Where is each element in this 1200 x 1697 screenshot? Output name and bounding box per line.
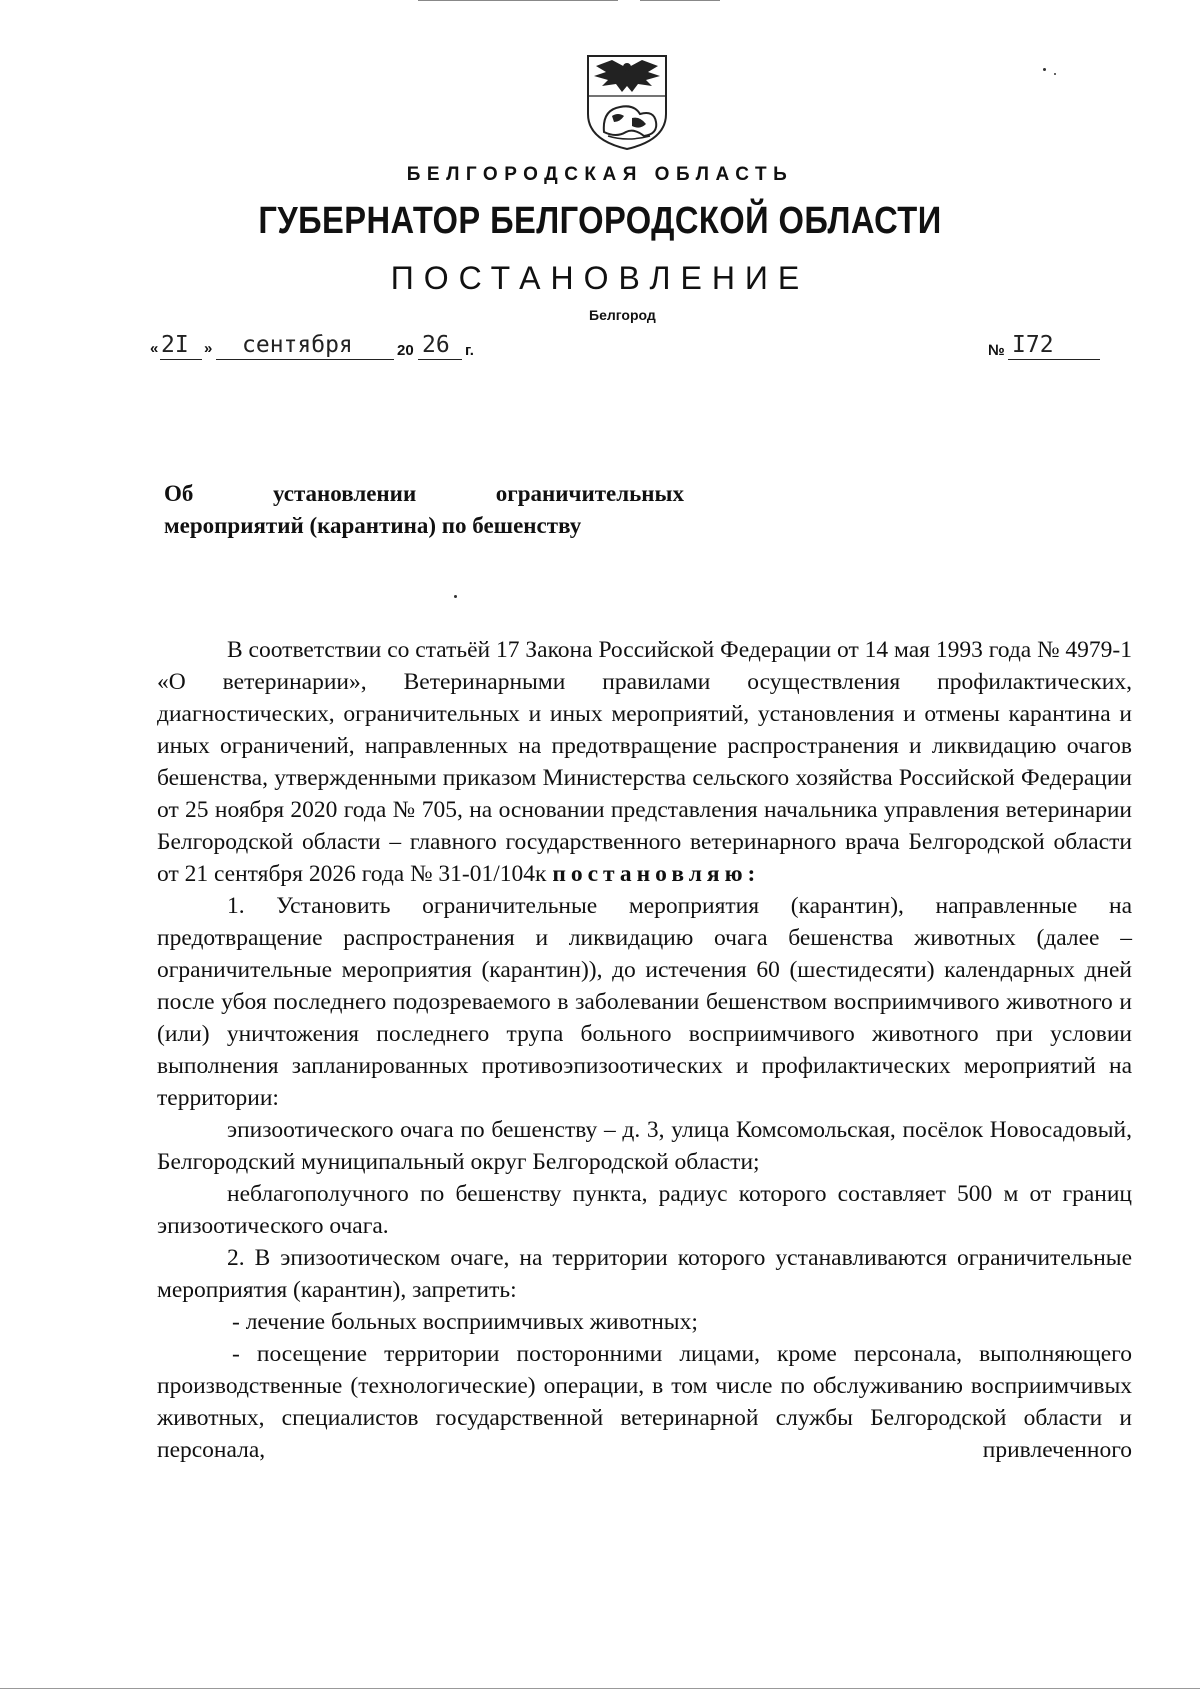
scan-artifact (640, 0, 720, 1)
title-line-2: мероприятий (карантина) по бешенству (164, 513, 582, 538)
item-2-paragraph: 2. В эпизоотическом очаге, на территории которого устанавливаются ограничительные мероприятия (карантин), запретить: (157, 1245, 1132, 1303)
date-day: 2I (161, 332, 189, 358)
date-close-quote: » (204, 340, 213, 357)
document-body (157, 634, 1132, 1466)
document-title (164, 478, 684, 542)
date-month: сентября (242, 332, 353, 358)
resolve-word: постановляю: (552, 861, 761, 887)
region-heading: БЕЛГОРОДСКАЯ ОБЛАСТЬ (406, 164, 794, 185)
date-year: 26 (422, 332, 450, 358)
preamble-text: В соответствии со статьёй 17 Закона Российской Федерации от 14 мая 1993 года № 4979-1 «О ветеринарии», Ветеринарными правилами осуществления профилактических, диагностических, ограничительных и иных мероприятий, установления и отмены карантина и иных ограничений, направленных на предотвращение распространения и ликвидацию очагов бешенства, утвержденными приказом Министерства сельского хозяйства Российской Федерации от 25 ноября 2020 года № 705, на основании представления начальника управления ветеринарии Белгородской области – главного государственного ветеринарного врача Белгородской области от 21 сентября 2026 года № 31-01/104к (157, 637, 1132, 887)
item-1-paragraph: 1. Установить ограничительные мероприятия (карантин), направленные на предотвращение распространения и ликвидацию очага бешенства животных (далее – ограничительные мероприятия (карантин)), до истечения 60 (шестидесяти) календарных дней после убоя последнего подозреваемого в заболевании бешенством восприимчивого животного и (или) уничтожения последнего трупа больного восприимчивого животного при условии выполнения запланированных противоэпизоотических и профилактических мероприятий на территории: (157, 893, 1132, 1111)
scan-speck (454, 595, 457, 598)
preamble-paragraph (157, 634, 1132, 890)
scan-speck (1054, 73, 1056, 75)
title-line-1: Об установлении ограничительных (164, 481, 684, 506)
date-open-quote: « (150, 340, 159, 357)
scan-artifact (418, 0, 618, 1)
item-2a-paragraph: - лечение больных восприимчивых животных; (232, 1309, 698, 1335)
scan-bottom-edge (0, 1688, 1200, 1689)
scan-speck (1043, 68, 1046, 71)
month-underline (216, 359, 394, 360)
document-number: I72 (1012, 332, 1054, 358)
item-1b-paragraph: неблагополучного по бешенству пункта, радиус которого составляет 500 м от границ эпизоотического очага. (157, 1181, 1132, 1239)
year-underline (418, 359, 462, 360)
number-label: № (988, 342, 1005, 359)
item-1a-paragraph: эпизоотического очага по бешенству – д. 3, улица Комсомольская, посёлок Новосадовый, Белгородский муниципальный округ Белгородской области; (157, 1117, 1132, 1175)
number-underline (1008, 359, 1100, 360)
authority-heading: ГУБЕРНАТОР БЕЛГОРОДСКОЙ ОБЛАСТИ (258, 200, 942, 242)
day-underline (160, 359, 202, 360)
city-label: Белгород (589, 307, 656, 323)
item-2b-paragraph: - посещение территории посторонними лицами, кроме персонала, выполняющего производственные (технологические) операции, в том числе по обслуживанию восприимчивых животных, специалистов государственной ветеринарной службы Белгородской области и персонала, привлеченного (157, 1341, 1132, 1463)
year-suffix: г. (465, 342, 474, 359)
year-prefix: 20 (397, 342, 414, 359)
date-number-line (150, 332, 1100, 368)
coat-of-arms-emblem (582, 52, 672, 152)
document-type-heading: ПОСТАНОВЛЕНИЕ (390, 260, 810, 296)
